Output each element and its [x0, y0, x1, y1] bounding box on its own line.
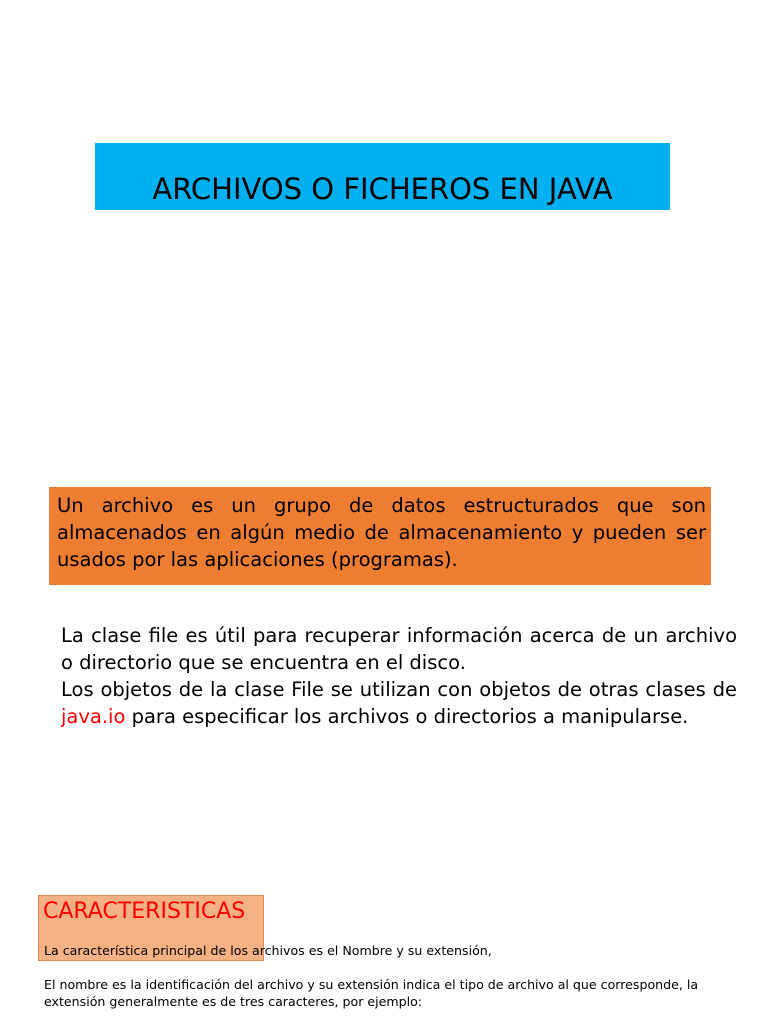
body-paragraph-2-end: para especificar los archivos o directorios a manipularse.: [125, 705, 689, 728]
page-title: ARCHIVOS O FICHEROS EN JAVA: [152, 171, 613, 206]
definition-box: [49, 487, 711, 585]
definition-text: Un archivo es un grupo de datos estructurados que son almacenados en algún medio de almacenamiento y pueden ser usados por las aplicaciones (programas).: [57, 494, 706, 571]
features-heading: CARACTERISTICAS: [43, 899, 246, 924]
body-text-block: [61, 622, 737, 730]
features-line-2: El nombre es la identificación del archivo y su extensión indica el tipo de archivo al que corresponde, la extensión generalmente es de tres caracteres, por ejemplo:: [44, 977, 699, 1009]
java-io-link[interactable]: java.io: [61, 705, 126, 728]
body-paragraph-2-start: Los objetos de la clase File se utilizan con objetos de otras clases de: [61, 678, 737, 701]
body-paragraph-1: La clase file es útil para recuperar información acerca de un archivo o directorio que se encuentra en el disco.: [61, 624, 737, 674]
body-paragraph-2: [61, 676, 737, 730]
features-line-1: La característica principal de los archivos es el Nombre y su extensión,: [44, 943, 492, 958]
title-banner: [95, 143, 670, 210]
